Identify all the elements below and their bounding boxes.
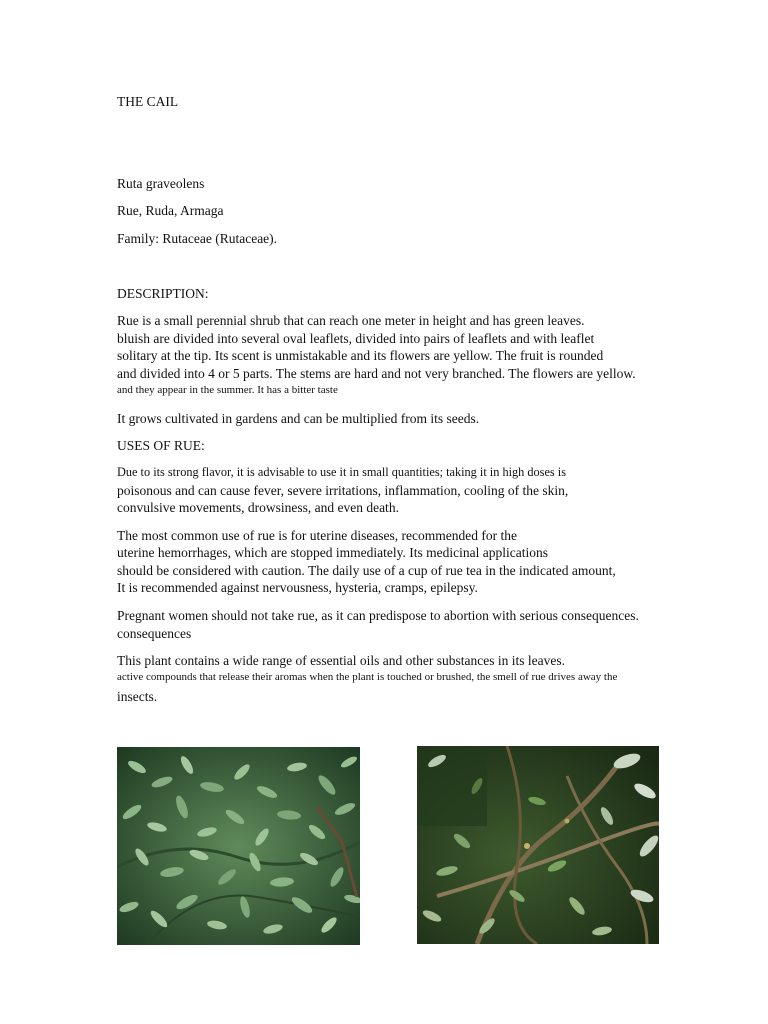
description-line: Rue is a small perennial shrub that can reach one meter in height and has green leaves. <box>117 313 585 328</box>
oils-line: This plant contains a wide range of essential oils and other substances in its leaves. <box>117 653 566 668</box>
description-line: solitary at the tip. Its scent is unmistakable and its flowers are yellow. The fruit is rounded <box>117 348 604 363</box>
medicinal-line: should be considered with caution. The daily use of a cup of rue tea in the indicated amount, <box>117 563 616 578</box>
description-line: and they appear in the summer. It has a bitter taste <box>117 384 338 396</box>
oils-line: active compounds that release their aromas when the plant is touched or brushed, the smell of rue drives away the <box>117 671 618 683</box>
oils-line: insects. <box>117 689 158 704</box>
medicinal-line: It is recommended against nervousness, hysteria, cramps, epilepsy. <box>117 580 478 595</box>
cultivation-line: It grows cultivated in gardens and can be multiplied from its seeds. <box>117 411 480 426</box>
pregnancy-line: Pregnant women should not take rue, as it can predispose to abortion with serious consequences. <box>117 608 639 623</box>
family-line: Family: Rutaceae (Rutaceae). <box>117 231 278 246</box>
description-line: and divided into 4 or 5 parts. The stems are hard and not very branched. The flowers are yellow. <box>117 366 636 381</box>
medicinal-line: uterine hemorrhages, which are stopped immediately. Its medicinal applications <box>117 545 548 560</box>
rue-stems-photo <box>417 746 659 944</box>
description-heading: DESCRIPTION: <box>117 286 209 301</box>
warning-line: convulsive movements, drowsiness, and even death. <box>117 500 399 515</box>
uses-heading: USES OF RUE: <box>117 438 205 453</box>
medicinal-line: The most common use of rue is for uterine diseases, recommended for the <box>117 528 518 543</box>
common-names: Rue, Ruda, Armaga <box>117 203 224 218</box>
warning-line: poisonous and can cause fever, severe irritations, inflammation, cooling of the skin, <box>117 483 569 498</box>
scientific-name: Ruta graveolens <box>117 176 205 191</box>
pregnancy-line: consequences <box>117 626 192 641</box>
warning-line: Due to its strong flavor, it is advisable to use it in small quantities; taking it in high doses is <box>117 465 566 479</box>
description-line: bluish are divided into several oval leaflets, divided into pairs of leaflets and with leaflet <box>117 331 595 346</box>
document-title: THE CAIL <box>117 94 179 109</box>
rue-foliage-photo <box>117 747 360 945</box>
